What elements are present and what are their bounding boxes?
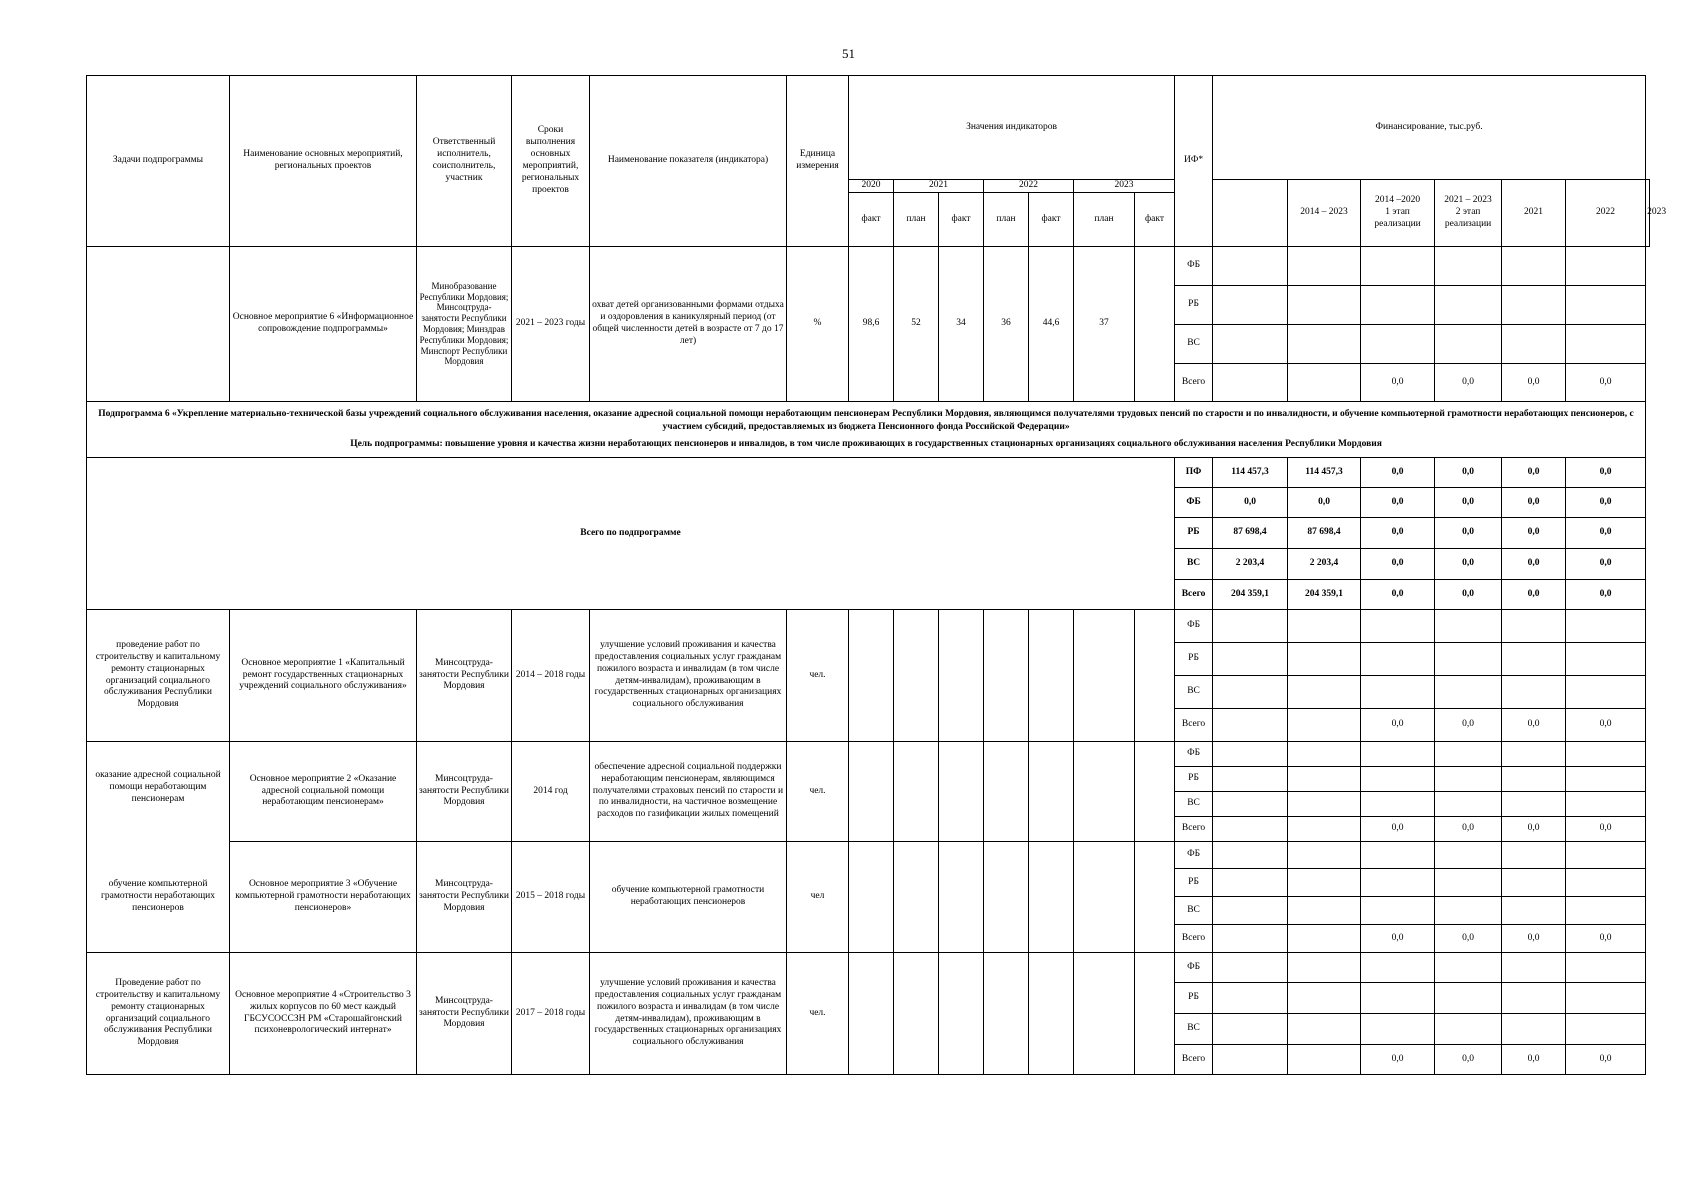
header-fin-2014-2023: 2014 – 2023 xyxy=(1288,180,1361,247)
fin-cell: 204 359,1 xyxy=(1288,580,1361,610)
fin-cell: 0,0 xyxy=(1502,580,1566,610)
unit-cell: чел xyxy=(787,842,849,953)
source-label: ФБ xyxy=(1175,842,1213,869)
fin-cell: 0,0 xyxy=(1435,364,1502,402)
header-activities: Наименование основных мероприятий, региональных проектов xyxy=(230,76,417,247)
header-year-2020: 2020 xyxy=(849,180,894,193)
fin-cell: 0,0 xyxy=(1361,817,1435,842)
header-financing: Финансирование, тыс.руб. xyxy=(1213,76,1646,180)
source-label: Всего xyxy=(1175,709,1213,742)
activity-cell: Основное мероприятие 1 «Капитальный ремонт государственных стационарных учреждений социального обслуживания» xyxy=(230,610,417,742)
subprogram-goal: Цель подпрограммы: повышение уровня и качества жизни неработающих пенсионеров и инвалидов, в том числе проживающих в государственных стационарных организациях социального обслуживания населения Республики Мордовия xyxy=(350,439,1382,450)
indicator-cell: обеспечение адресной социальной поддержки неработающим пенсионерам, являющимся получателями страховых пенсий по старости и по инвалидности, на частичное возмещение расходов по газификации жилых помещений xyxy=(590,742,787,842)
indicator-cell: улучшение условий проживания и качества предоставления социальных услуг гражданам пожилого возраста и инвалидам (в том числе детям-инвалидам), проживающим в государственных стационарных организациях социального обслуживания xyxy=(590,610,787,742)
row6-value: 37 xyxy=(1074,247,1135,402)
source-label: РБ xyxy=(1175,643,1213,676)
fin-cell xyxy=(1288,817,1361,842)
activity-cell: Основное мероприятие 3 «Обучение компьютерной грамотности неработающих пенсионеров» xyxy=(230,842,417,953)
fin-cell xyxy=(1288,709,1361,742)
fin-cell: 0,0 xyxy=(1502,1045,1566,1075)
fin-cell: 0,0 xyxy=(1361,709,1435,742)
fin-cell: 87 698,4 xyxy=(1288,518,1361,549)
row6-indicator: охват детей организованными формами отдыха и оздоровления в каникулярный период (от общей численности детей в возрасте от 7 до 17 лет) xyxy=(590,247,787,402)
program-table-sheet xyxy=(86,75,1667,1075)
row6-unit: % xyxy=(787,247,849,402)
fin-cell: 0,0 xyxy=(1361,580,1435,610)
header-plan: план xyxy=(1074,193,1135,247)
source-label: РБ xyxy=(1175,286,1213,325)
terms-cell: 2017 – 2018 годы xyxy=(512,953,590,1075)
terms-cell: 2015 – 2018 годы xyxy=(512,842,590,953)
fin-cell: 87 698,4 xyxy=(1213,518,1288,549)
task-cell: оказание адресной социальной помощи неработающим пенсионерам xyxy=(87,742,230,842)
fin-cell: 0,0 xyxy=(1361,1045,1435,1075)
fin-cell: 0,0 xyxy=(1566,488,1646,518)
unit-cell: чел. xyxy=(787,953,849,1075)
total-label: Всего по подпрограмме xyxy=(87,458,1175,610)
fin-cell: 0,0 xyxy=(1502,518,1566,549)
source-label: Всего xyxy=(1175,1045,1213,1075)
fin-cell: 0,0 xyxy=(1502,458,1566,488)
fin-cell: 0,0 xyxy=(1435,709,1502,742)
header-fin-stage2: 2021 – 2023 2 этап реализации xyxy=(1435,180,1502,247)
header-indicator-values: Значения индикаторов xyxy=(849,76,1175,180)
source-label: ПФ xyxy=(1175,458,1213,488)
fin-cell: 0,0 xyxy=(1361,925,1435,953)
task-cell: Проведение работ по строительству и капитальному ремонту стационарных организаций социального обслуживания Республики Мордовия xyxy=(87,953,230,1075)
fin-cell: 0,0 xyxy=(1435,1045,1502,1075)
header-plan: план xyxy=(894,193,939,247)
header-fact: факт xyxy=(1029,193,1074,247)
header-unit: Единица измерения xyxy=(787,76,849,247)
header-fact: факт xyxy=(939,193,984,247)
header-if: ИФ* xyxy=(1175,76,1213,247)
fin-cell: 0,0 xyxy=(1361,488,1435,518)
fin-cell: 0,0 xyxy=(1502,364,1566,402)
source-label: ФБ xyxy=(1175,488,1213,518)
header-fin-2022: 2022 xyxy=(1566,180,1646,247)
fin-cell xyxy=(1288,364,1361,402)
fin-cell: 0,0 xyxy=(1435,518,1502,549)
source-label: РБ xyxy=(1175,869,1213,897)
fin-cell xyxy=(1213,817,1288,842)
activity-cell: Основное мероприятие 4 «Строительство 3 жилых корпусов по 60 мест каждый ГБСУСОССЗН РМ «Старошайгонский психоневрологический интернат» xyxy=(230,953,417,1075)
source-label: Всего xyxy=(1175,925,1213,953)
header-executor: Ответственный исполнитель, соисполнитель, участник xyxy=(417,76,512,247)
source-label: Всего xyxy=(1175,580,1213,610)
header-year-2021: 2021 xyxy=(894,180,984,193)
fin-cell: 0,0 xyxy=(1566,549,1646,580)
fin-cell xyxy=(1213,364,1288,402)
source-label: Всего xyxy=(1175,364,1213,402)
terms-cell: 2014 год xyxy=(512,742,590,842)
fin-cell: 0,0 xyxy=(1566,518,1646,549)
source-label: ВС xyxy=(1175,792,1213,817)
row6-value: 98,6 xyxy=(849,247,894,402)
fin-cell xyxy=(1213,709,1288,742)
executor-cell: Минсоцтруда-занятости Республики Мордовия xyxy=(417,953,512,1075)
row6-activity: Основное мероприятие 6 «Информационное сопровождение подпрограммы» xyxy=(230,247,417,402)
fin-cell: 0,0 xyxy=(1361,458,1435,488)
indicator-cell: улучшение условий проживания и качества предоставления социальных услуг гражданам пожилого возраста и инвалидам (в том числе детям-инвалидам), проживающим в государственных стационарных организациях социального обслуживания xyxy=(590,953,787,1075)
page-number: 51 xyxy=(842,46,855,61)
fin-cell: 0,0 xyxy=(1288,488,1361,518)
fin-cell: 0,0 xyxy=(1566,925,1646,953)
fin-cell: 0,0 xyxy=(1435,458,1502,488)
header-fact: факт xyxy=(1135,193,1175,247)
header-fin-2021: 2021 xyxy=(1502,180,1566,247)
source-label: ФБ xyxy=(1175,742,1213,767)
header-fin-2023: 2023 xyxy=(1646,180,1650,247)
source-label: ВС xyxy=(1175,549,1213,580)
header-year-2022: 2022 xyxy=(984,180,1074,193)
subprogram-title: Подпрограмма 6 «Укрепление материально-технической базы учреждений социального обслуживания населения, оказание адресной социальной помощи неработающим пенсионерам Республики Мордовия, являющимся получателями трудовых пенсий по старости и по инвалидности, и обучение компьютерной грамотности неработающих пенсионеров, с участием субсидий, предоставляемых из бюджета Пенсионного фонда Российской Федерации» xyxy=(98,408,1634,432)
fin-cell: 114 457,3 xyxy=(1213,458,1288,488)
row6-value: 34 xyxy=(939,247,984,402)
header-plan: план xyxy=(984,193,1029,247)
fin-cell: 0,0 xyxy=(1566,1045,1646,1075)
fin-cell xyxy=(1288,1045,1361,1075)
indicator-cell: обучение компьютерной грамотности неработающих пенсионеров xyxy=(590,842,787,953)
source-label: ВС xyxy=(1175,897,1213,925)
fin-cell: 0,0 xyxy=(1566,458,1646,488)
row6-value: 44,6 xyxy=(1029,247,1074,402)
row6-value: 36 xyxy=(984,247,1029,402)
fin-cell: 0,0 xyxy=(1361,549,1435,580)
fin-cell: 0,0 xyxy=(1435,488,1502,518)
row6-value xyxy=(1135,247,1175,402)
fin-cell: 0,0 xyxy=(1502,925,1566,953)
header-indicator: Наименование показателя (индикатора) xyxy=(590,76,787,247)
fin-cell: 0,0 xyxy=(1566,817,1646,842)
fin-cell: 0,0 xyxy=(1566,709,1646,742)
fin-cell: 0,0 xyxy=(1502,549,1566,580)
executor-cell: Минсоцтруда-занятости Республики Мордовия xyxy=(417,742,512,842)
subprogram-banner xyxy=(87,402,1646,458)
source-label: ВС xyxy=(1175,676,1213,709)
fin-cell: 0,0 xyxy=(1502,488,1566,518)
fin-cell: 2 203,4 xyxy=(1213,549,1288,580)
fin-cell: 0,0 xyxy=(1566,364,1646,402)
fin-cell: 0,0 xyxy=(1502,709,1566,742)
fin-cell: 0,0 xyxy=(1361,364,1435,402)
row6-executor: Минобразование Республики Мордовия; Минсоцтруда-занятости Республики Мордовия; Минздрав Республики Мордовия; Минспорт Республики Мордовия xyxy=(417,247,512,402)
fin-cell xyxy=(1213,1045,1288,1075)
unit-cell: чел. xyxy=(787,742,849,842)
terms-cell: 2014 – 2018 годы xyxy=(512,610,590,742)
header-tasks: Задачи подпрограммы xyxy=(87,76,230,247)
fin-cell: 114 457,3 xyxy=(1288,458,1361,488)
fin-cell: 0,0 xyxy=(1435,817,1502,842)
source-label: ВС xyxy=(1175,1014,1213,1045)
row6-value: 52 xyxy=(894,247,939,402)
source-label: РБ xyxy=(1175,518,1213,549)
header-year-2023: 2023 xyxy=(1074,180,1175,193)
source-label: РБ xyxy=(1175,767,1213,792)
source-label: ФБ xyxy=(1175,247,1213,286)
header-fact: факт xyxy=(849,193,894,247)
task-cell: обучение компьютерной грамотности неработающих пенсионеров xyxy=(87,842,230,953)
fin-cell: 0,0 xyxy=(1566,580,1646,610)
activity-cell: Основное мероприятие 2 «Оказание адресной социальной помощи неработающим пенсионерам» xyxy=(230,742,417,842)
fin-cell: 204 359,1 xyxy=(1213,580,1288,610)
fin-cell xyxy=(1213,925,1288,953)
fin-cell: 0,0 xyxy=(1213,488,1288,518)
fin-cell: 2 203,4 xyxy=(1288,549,1361,580)
source-label: ФБ xyxy=(1175,610,1213,643)
row6-task xyxy=(87,247,230,402)
header-fin-stage1: 2014 –2020 1 этап реализации xyxy=(1361,180,1435,247)
source-label: Всего xyxy=(1175,817,1213,842)
fin-cell: 0,0 xyxy=(1502,817,1566,842)
source-label: ФБ xyxy=(1175,953,1213,983)
fin-cell: 0,0 xyxy=(1361,518,1435,549)
program-table xyxy=(86,75,1667,1075)
executor-cell: Минсоцтруда-занятости Республики Мордовия xyxy=(417,610,512,742)
source-label: ВС xyxy=(1175,325,1213,364)
unit-cell: чел. xyxy=(787,610,849,742)
header-terms: Сроки выполнения основных мероприятий, региональных проектов xyxy=(512,76,590,247)
executor-cell: Минсоцтруда-занятости Республики Мордовия xyxy=(417,842,512,953)
source-label: РБ xyxy=(1175,983,1213,1014)
fin-cell: 0,0 xyxy=(1435,925,1502,953)
fin-cell: 0,0 xyxy=(1435,549,1502,580)
fin-cell: 0,0 xyxy=(1435,580,1502,610)
fin-cell xyxy=(1288,925,1361,953)
row6-terms: 2021 – 2023 годы xyxy=(512,247,590,402)
task-cell: проведение работ по строительству и капитальному ремонту стационарных организаций социального обслуживания Республики Мордовия xyxy=(87,610,230,742)
